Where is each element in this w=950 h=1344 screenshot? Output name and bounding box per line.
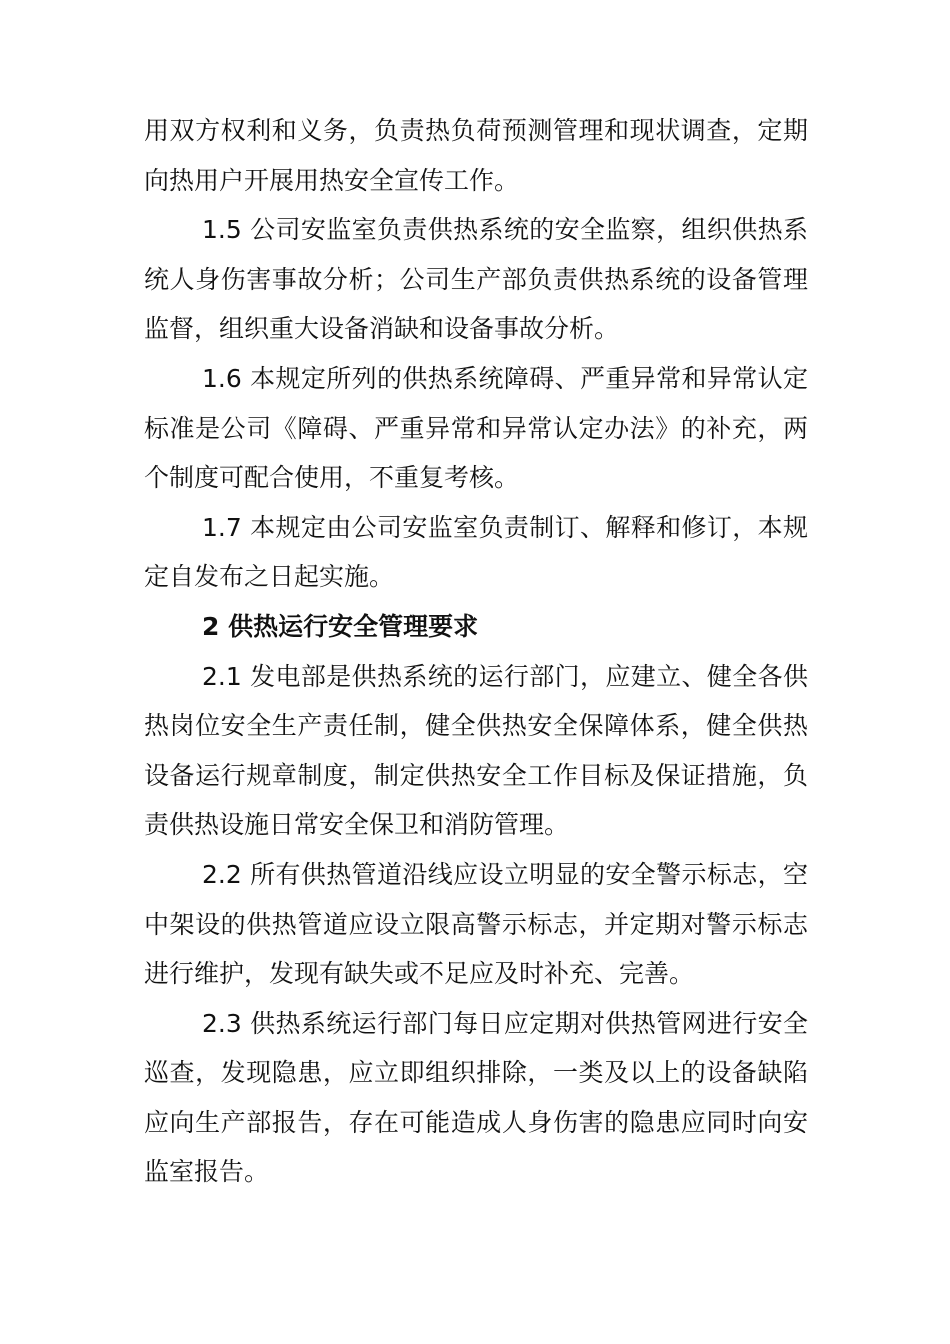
paragraph-continuation: 用双方权利和义务，负责热负荷预测管理和现状调查，定期向热用户开展用热安全宣传工作。 — [144, 116, 808, 195]
paragraph-2-1: 2.1 发电部是供热系统的运行部门，应建立、健全各供热岗位安全生产责任制，健全供热安全保障体系，健全供热设备运行规章制度，制定供热安全工作目标及保证措施，负责供热设施日常安全保卫和消防管理。 — [144, 661, 808, 840]
section-heading-2: 2 供热运行安全管理要求 — [202, 611, 479, 641]
paragraph-1-7: 1.7 本规定由公司安监室负责制订、解释和修订，本规定自发布之日起实施。 — [144, 512, 808, 592]
paragraph-2-3: 2.3 供热系统运行部门每日应定期对供热管网进行安全巡查，发现隐患，应立即组织排除，一类及以上的设备缺陷应向生产部报告，存在可能造成人身伤害的隐患应同时向安监室报告。 — [144, 1008, 808, 1187]
paragraph-2-2: 2.2 所有供热管道沿线应设立明显的安全警示标志，空中架设的供热管道应设立限高警示标志，并定期对警示标志进行维护，发现有缺失或不足应及时补充、完善。 — [144, 859, 808, 989]
paragraph-1-5: 1.5 公司安监室负责供热系统的安全监察，组织供热系统人身伤害事故分析；公司生产部负责供热系统的设备管理监督，组织重大设备消缺和设备事故分析。 — [144, 215, 808, 344]
document-body — [144, 106, 808, 1197]
paragraph-1-6: 1.6 本规定所列的供热系统障碍、严重异常和异常认定标准是公司《障碍、严重异常和异常认定办法》的补充，两个制度可配合使用，不重复考核。 — [144, 363, 808, 493]
